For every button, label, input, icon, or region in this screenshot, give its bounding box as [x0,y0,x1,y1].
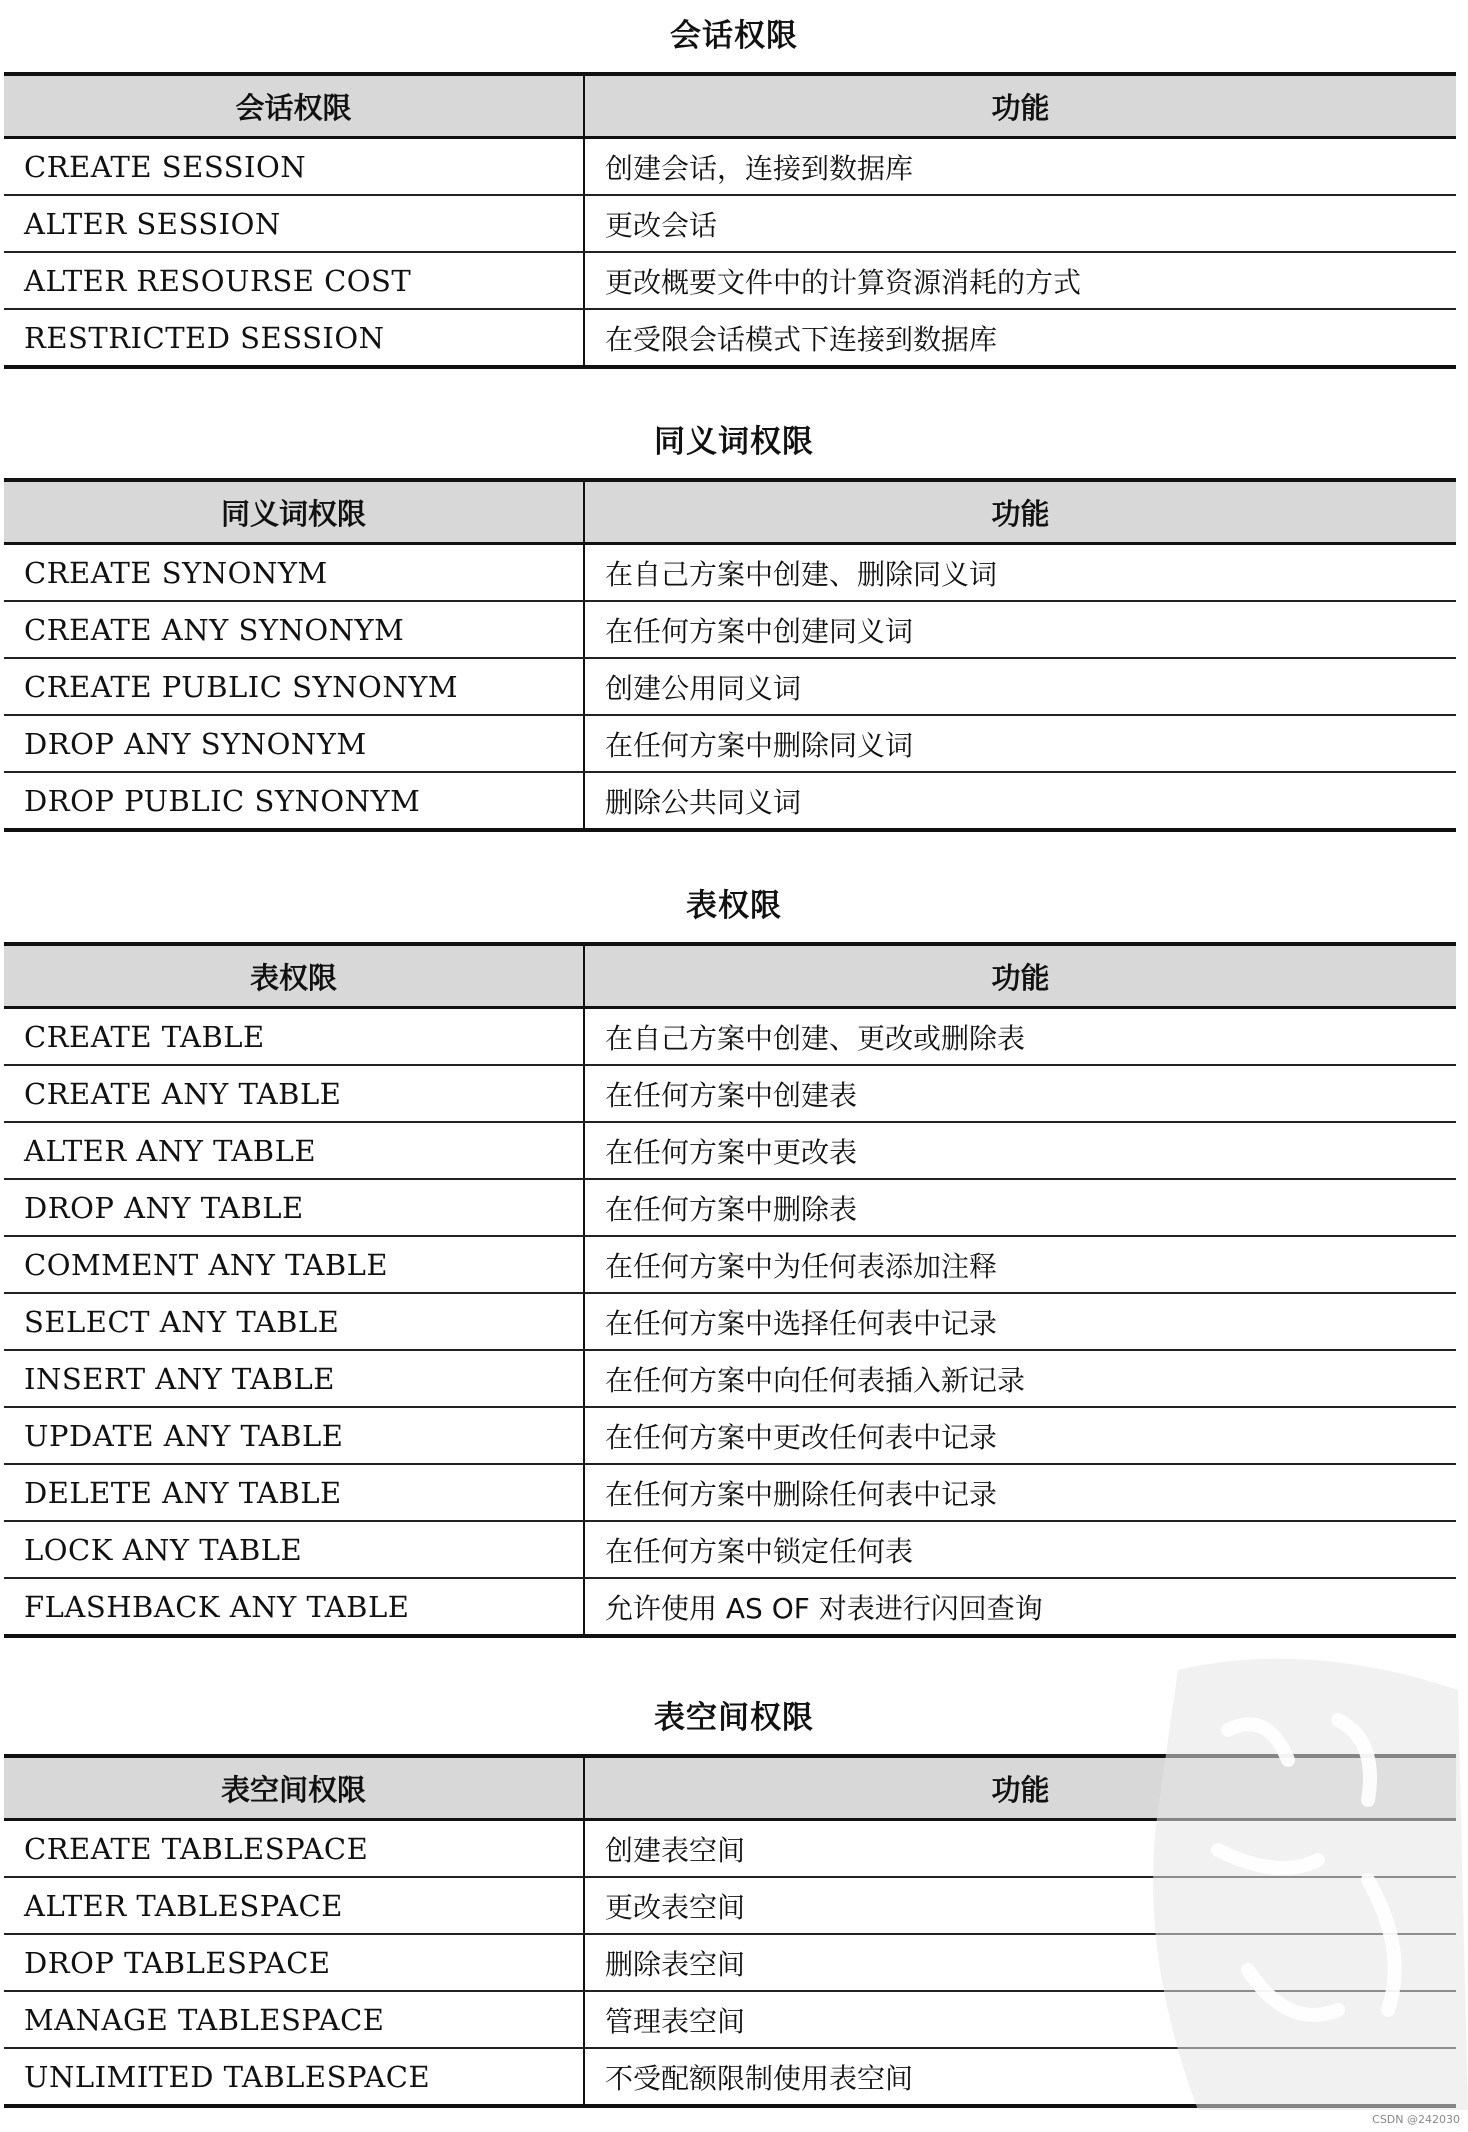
table-header-row [4,944,1456,1008]
privilege-function: 在自己方案中创建、删除同义词 [584,544,1456,602]
privilege-name: CREATE PUBLIC SYNONYM [4,658,584,715]
privilege-function: 在任何方案中删除任何表中记录 [584,1464,1456,1521]
tablespace-privileges-table [4,1754,1456,2108]
privilege-function: 在任何方案中删除同义词 [584,715,1456,772]
section-title: 会话权限 [670,18,798,54]
table-row [4,658,1456,715]
column-header-function: 功能 [584,944,1456,1008]
privilege-name: LOCK ANY TABLE [4,1521,584,1578]
privilege-function: 在任何方案中删除表 [584,1179,1456,1236]
privilege-name: COMMENT ANY TABLE [4,1236,584,1293]
table-privileges-table [4,942,1456,1638]
column-header-function: 功能 [584,480,1456,544]
table-row [4,1008,1456,1066]
privilege-name: CREATE SYNONYM [4,544,584,602]
privilege-function: 在任何方案中为任何表添加注释 [584,1236,1456,1293]
privilege-name: DROP TABLESPACE [4,1934,584,1991]
table-row [4,1122,1456,1179]
privilege-function: 在任何方案中选择任何表中记录 [584,1293,1456,1350]
privilege-function: 在任何方案中更改表 [584,1122,1456,1179]
privilege-function: 在自己方案中创建、更改或删除表 [584,1008,1456,1066]
privilege-function: 创建公用同义词 [584,658,1456,715]
table-row [4,1065,1456,1122]
privilege-name: CREATE TABLESPACE [4,1820,584,1878]
table-row [4,544,1456,602]
privilege-function: 不受配额限制使用表空间 [605,2061,914,2095]
table-row [4,252,1456,309]
privilege-name: FLASHBACK ANY TABLE [4,1578,584,1636]
section-title: 同义词权限 [654,424,814,460]
privilege-name: SELECT ANY TABLE [4,1293,584,1350]
table-row [4,1407,1456,1464]
table-row [4,1877,1456,1934]
privilege-function: 允许使用 AS OF 对表进行闪回查询 [605,1591,1043,1625]
column-header-function: 功能 [584,74,1456,138]
privilege-function: 在任何方案中向任何表插入新记录 [584,1350,1456,1407]
table-header-row [4,480,1456,544]
privilege-name: INSERT ANY TABLE [4,1350,584,1407]
privilege-name: DELETE ANY TABLE [4,1464,584,1521]
footer-credit: CSDN @242030 [1372,2113,1460,2126]
privilege-function: 在受限会话模式下连接到数据库 [605,322,998,356]
privilege-name: ALTER ANY TABLE [4,1122,584,1179]
privilege-function: 在任何方案中更改任何表中记录 [584,1407,1456,1464]
table-row [4,138,1456,196]
session-privileges-table [4,72,1456,369]
section-session-privileges [0,14,1468,356]
table-row [4,1521,1456,1578]
column-header-privilege: 表权限 [4,944,584,1008]
synonym-privileges-table [4,478,1456,832]
table-row [4,1464,1456,1521]
table-row [4,601,1456,658]
table-row [4,309,1456,367]
section-synonym-privileges [0,420,1468,819]
table-header-row [4,74,1456,138]
privilege-function: 创建表空间 [584,1820,1456,1878]
table-header-row [4,1756,1456,1820]
table-row [4,2048,1456,2106]
table-row [4,1991,1456,2048]
privilege-name: CREATE SESSION [4,138,584,196]
table-row [4,715,1456,772]
column-header-privilege: 会话权限 [4,74,584,138]
table-row [4,1820,1456,1878]
privilege-name: MANAGE TABLESPACE [4,1991,584,2048]
table-row [4,1350,1456,1407]
table-row [4,195,1456,252]
column-header-function: 功能 [584,1756,1456,1820]
privilege-function: 更改概要文件中的计算资源消耗的方式 [584,252,1456,309]
privilege-function: 删除表空间 [584,1934,1456,1991]
section-table-privileges [0,884,1468,1625]
privilege-function: 创建会话，连接到数据库 [584,138,1456,196]
table-row [4,1236,1456,1293]
section-title: 表权限 [686,888,782,924]
privilege-name: DROP ANY TABLE [4,1179,584,1236]
privilege-name: UNLIMITED TABLESPACE [4,2048,584,2106]
privilege-function: 更改会话 [584,195,1456,252]
table-row [4,1179,1456,1236]
privilege-name: ALTER SESSION [4,195,584,252]
privilege-name: RESTRICTED SESSION [4,309,584,367]
column-header-privilege: 表空间权限 [4,1756,584,1820]
privilege-function: 更改表空间 [584,1877,1456,1934]
privilege-name: DROP ANY SYNONYM [4,715,584,772]
privilege-name: CREATE TABLE [4,1008,584,1066]
table-row [4,1578,1456,1636]
privilege-name: ALTER RESOURSE COST [4,252,584,309]
privilege-function: 在任何方案中创建同义词 [584,601,1456,658]
privilege-function: 在任何方案中锁定任何表 [584,1521,1456,1578]
privilege-name: CREATE ANY TABLE [4,1065,584,1122]
privilege-name: ALTER TABLESPACE [4,1877,584,1934]
privilege-function: 管理表空间 [584,1991,1456,2048]
column-header-privilege: 同义词权限 [4,480,584,544]
section-tablespace-privileges [0,1696,1468,2095]
table-row [4,772,1456,830]
section-title: 表空间权限 [654,1700,814,1736]
privilege-name: CREATE ANY SYNONYM [4,601,584,658]
table-row [4,1934,1456,1991]
privilege-name: DROP PUBLIC SYNONYM [4,772,584,830]
privilege-function: 删除公共同义词 [605,785,802,819]
privilege-function: 在任何方案中创建表 [584,1065,1456,1122]
table-row [4,1293,1456,1350]
privilege-name: UPDATE ANY TABLE [4,1407,584,1464]
